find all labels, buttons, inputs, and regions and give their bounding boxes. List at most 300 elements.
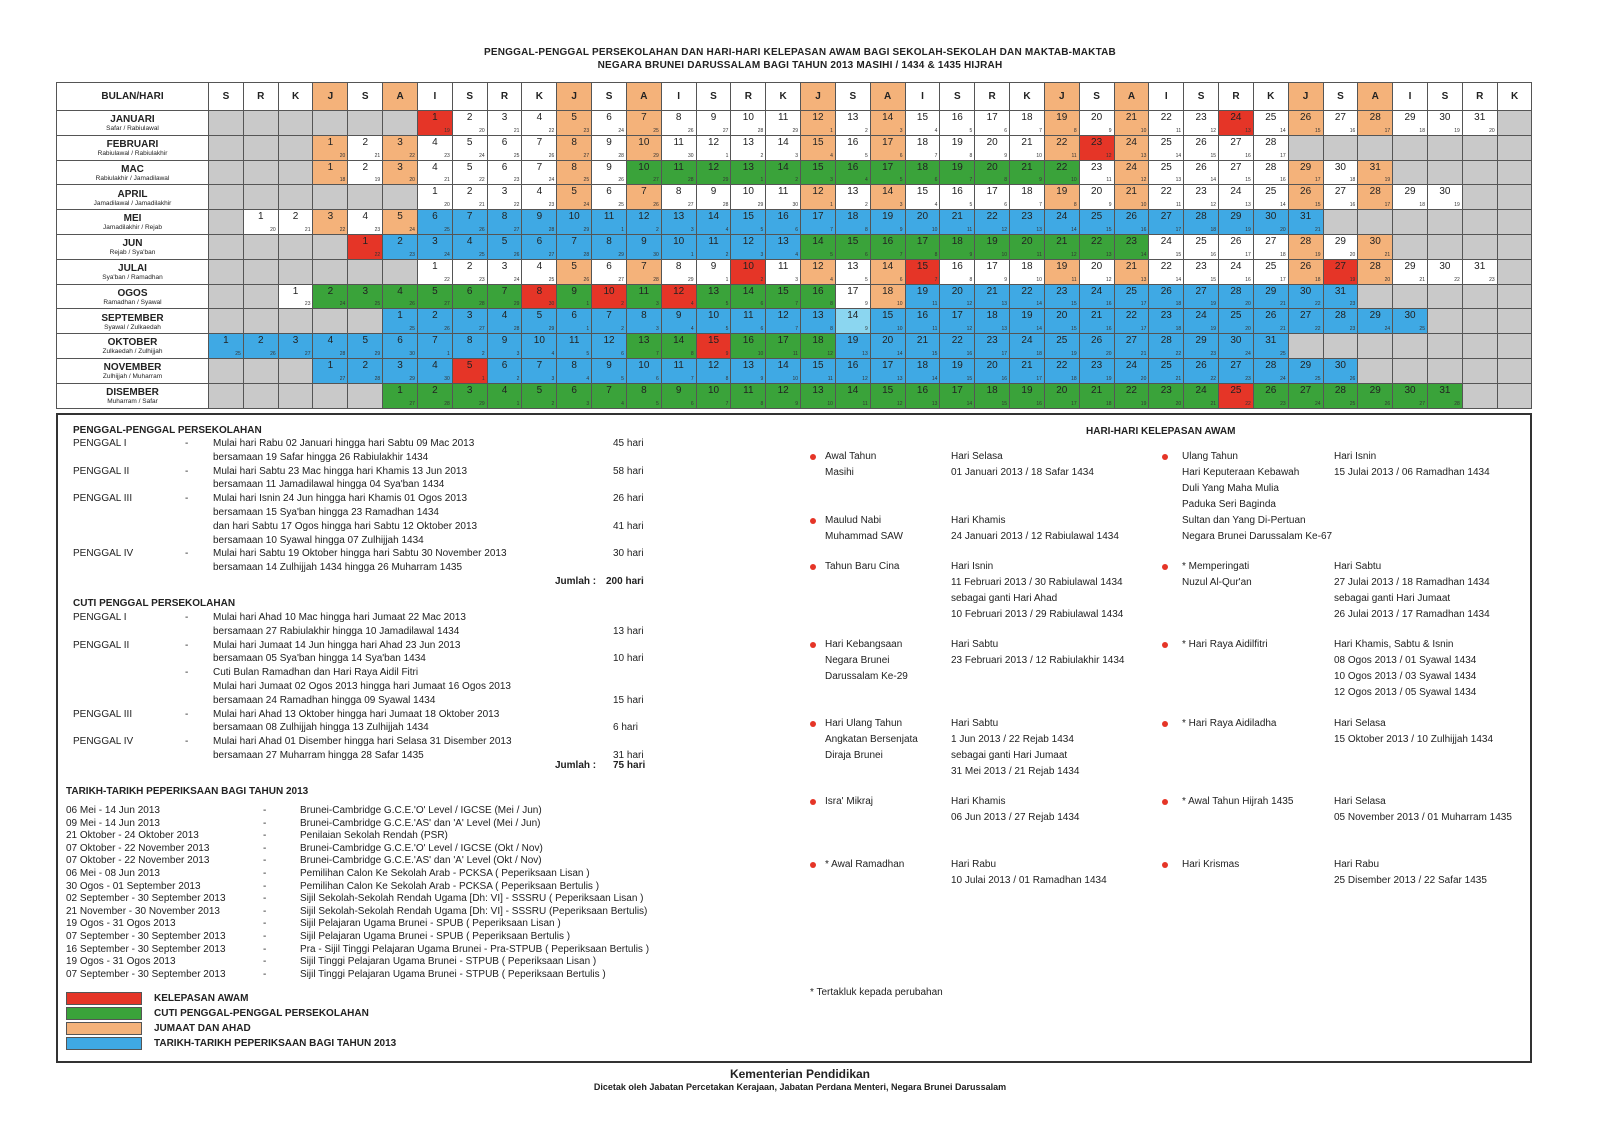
day-cell [1427,111,1462,136]
hijri-date: 21 [1384,251,1391,258]
day-cell [209,334,244,359]
empty-cell [1497,234,1532,259]
hijri-date: 24 [1280,375,1286,382]
legend-swatch [66,1037,142,1050]
holiday-info: Hari Sabtu [951,639,999,650]
day-cell [661,309,696,334]
holiday-name: Angkatan Bersenjata [825,734,918,745]
day-cell [557,210,592,235]
day-number: 8 [606,235,612,247]
exam-name: Brunei-Cambridge G.C.E.'O' Level / IGCSE (Okt / Nov) [300,842,543,854]
day-number: 28 [1265,161,1277,173]
day-number: 10 [673,235,685,247]
day-number: 1 [257,211,264,223]
hijri-date: 8 [934,251,938,258]
day-number: 2 [466,260,473,272]
day-cell [487,259,522,284]
empty-cell [1393,334,1428,359]
day-cell [557,284,592,309]
hijri-date: 12 [862,375,868,382]
day-cell [835,358,870,383]
day-header: K [1010,83,1045,111]
day-number: 27 [1334,260,1346,272]
break-text: bersamaan 27 Muharram hingga 28 Safar 1435 [213,750,424,761]
break-text: Mulai hari Ahad 10 Mac hingga hari Jumaat 22 Mac 2013 [213,612,466,623]
month-hijri: Rejab / Sya'ban [109,249,156,257]
day-cell [1149,234,1184,259]
day-number: 18 [916,359,929,371]
empty-cell [209,111,244,136]
empty-cell [209,259,244,284]
day-cell [348,334,383,359]
day-header: R [975,83,1010,111]
day-number: 4 [432,161,438,173]
day-cell [1044,160,1079,185]
day-cell [1149,309,1184,334]
day-number: 3 [397,161,403,173]
hijri-date: 9 [1108,202,1112,209]
day-number: 8 [466,335,473,347]
holidays-heading: HARI-HARI KELEPASAN AWAM [1086,426,1236,437]
hijri-date: 8 [760,400,764,407]
hijri-date: 8 [864,226,868,233]
day-cell [1079,234,1114,259]
exam-name: Brunei-Cambridge G.C.E.'AS' dan 'A' Level (Okt / Nov) [300,855,542,867]
empty-cell [1323,135,1358,160]
day-number: 13 [847,112,859,123]
month-hijri: Ramadhan / Syawal [103,298,162,306]
hijri-date: 23 [374,226,381,233]
day-number: 24 [1230,186,1242,198]
month-name: MAC [121,163,144,175]
day-number: 27 [1230,136,1242,148]
hijri-date: 2 [621,301,624,308]
day-number: 5 [571,186,577,198]
day-number: 9 [710,260,717,272]
empty-cell [383,259,418,284]
hijri-date: 19 [1384,177,1391,184]
day-number: 8 [571,161,577,173]
day-cell [975,185,1010,210]
title-line-2: NEGARA BRUNEI DARUSSALAM BAGI TAHUN 2013 MASIHI / 1434 & 1435 HIJRAH [597,60,1003,71]
school-terms-heading: PENGGAL-PENGGAL PERSEKOLAHAN [73,425,262,436]
hijri-date: 29 [583,226,590,233]
day-cell [626,160,661,185]
day-cell [1114,358,1149,383]
hijri-date: 29 [548,326,555,333]
month-row [57,358,1532,383]
day-header: I [1149,83,1184,111]
term-days: 30 hari [613,548,644,560]
day-number: 19 [1056,112,1068,123]
day-header: R [243,83,278,111]
day-number: 21 [1125,112,1137,123]
day-cell [383,284,418,309]
footer-printer: Dicetak oleh Jabatan Percetakan Kerajaan, Jabatan Perdana Menteri, Negara Brunei Darussalam [593,1082,1007,1092]
hijri-date: 26 [513,251,520,258]
month-hijri: Zulhijjah / Muharram [102,373,163,381]
empty-cell [243,358,278,383]
exam-date: 07 September - 30 September 2013 [66,931,226,942]
hijri-date: 16 [1245,276,1251,283]
hijri-date: 4 [690,301,694,308]
day-cell [626,135,661,160]
hijri-date: 22 [513,202,520,209]
day-number: 5 [536,310,543,322]
day-header: J [1044,83,1079,111]
day-cell [940,309,975,334]
day-cell [1044,234,1079,259]
day-cell [348,358,383,383]
day-number: 14 [847,310,859,322]
day-number: 16 [916,310,929,322]
day-number: 16 [777,211,789,223]
day-number: 19 [1056,260,1068,272]
day-cell [417,234,452,259]
day-cell [313,358,348,383]
day-number: 10 [568,211,580,223]
hijri-date: 3 [899,127,903,134]
hijri-date: 30 [792,202,799,209]
day-number: 26 [1195,359,1207,371]
empty-cell [243,185,278,210]
day-cell [1253,135,1288,160]
month-name: APRIL [117,188,148,200]
month-name-cell [57,284,209,309]
day-number: 4 [432,136,438,148]
day-number: 28 [1334,384,1346,396]
day-number: 18 [1021,112,1033,123]
day-number: 7 [641,186,647,198]
day-number: 16 [742,335,754,347]
day-cell [835,383,870,408]
day-cell [1323,160,1358,185]
hijri-date: 18 [1419,202,1425,209]
day-number: 26 [1091,335,1103,347]
hijri-date: 27 [409,400,415,407]
day-cell [731,284,766,309]
day-number: 20 [1091,112,1103,123]
day-cell [487,309,522,334]
hijri-date: 8 [969,276,973,283]
holiday-name: Negara Brunei Darussalam Ke-67 [1182,531,1333,542]
day-number: 30 [1439,260,1451,272]
hijri-date: 21 [1280,326,1286,333]
hijri-date: 6 [760,326,764,333]
holiday-name: Hari Ulang Tahun [825,718,903,729]
day-header: S [1184,83,1219,111]
hijri-date: 24 [1245,350,1251,357]
day-number: 13 [707,285,720,297]
hijri-date: 14 [1210,177,1217,184]
day-cell [870,234,905,259]
day-cell [696,334,731,359]
day-cell [1288,210,1323,235]
day-number: 11 [673,161,684,173]
day-cell [661,111,696,136]
term-days: 41 hari [613,520,644,532]
exam-name: Brunei-Cambridge G.C.E.'AS' dan 'A' Level (Mei / Jun) [300,817,541,829]
day-number: 12 [777,384,789,396]
hijri-date: 7 [934,152,938,159]
day-number: 11 [673,136,684,148]
day-cell [1010,210,1045,235]
legend-swatch [66,992,142,1005]
hijri-date: 28 [653,276,659,283]
term-text: Mulai hari Rabu 02 Januari hingga hari Sabtu 09 Mac 2013 [213,438,475,449]
day-number: 6 [571,310,577,322]
day-number: 5 [432,285,438,297]
day-number: 4 [501,310,508,322]
day-number: 16 [847,161,859,173]
exam-name: Pemilihan Calon Ke Sekolah Arab - PCKSA ( Peperiksaan Lisan ) [300,868,590,879]
calendar-header-row [57,83,1532,111]
hijri-date: 23 [409,251,415,258]
hijri-date: 13 [897,375,903,382]
hijri-date: 2 [655,226,659,233]
day-number: 13 [742,136,754,148]
hijri-date: 6 [1004,202,1008,209]
hijri-date: 26 [618,177,624,184]
day-cell [1253,383,1288,408]
day-number: 29 [1404,260,1416,272]
day-number: 16 [882,235,894,247]
hijri-date: 17 [1245,251,1251,258]
hijri-date: 23 [1489,276,1495,283]
day-header: A [870,83,905,111]
day-cell [1149,284,1184,309]
day-cell [1114,234,1149,259]
empty-cell [278,383,313,408]
day-cell [1010,160,1045,185]
day-number: 30 [1404,310,1416,322]
day-cell [557,185,592,210]
term-label: PENGGAL III [73,493,133,505]
day-cell [383,135,418,160]
hijri-date: 9 [760,375,764,382]
day-cell [1044,135,1079,160]
hijri-date: 19 [1454,127,1460,134]
day-cell [1219,210,1254,235]
day-cell [696,358,731,383]
day-number: 5 [466,161,473,173]
day-number: 6 [397,335,403,347]
day-number: 30 [1334,161,1346,173]
day-number: 25 [1160,136,1172,148]
hijri-date: 6 [690,400,694,407]
day-number: 31 [1474,260,1486,272]
holiday-name: Hari Kebangsaan [825,639,903,650]
day-number: 16 [951,260,963,272]
day-number: 28 [1195,211,1207,223]
hijri-date: 20 [1489,127,1495,134]
hijri-date: 28 [757,127,764,134]
empty-cell [243,135,278,160]
day-cell [522,358,557,383]
day-number: 24 [1021,335,1033,347]
day-cell [661,259,696,284]
day-cell [417,284,452,309]
empty-cell [1462,334,1497,359]
holiday-name: Hari Krismas [1182,859,1240,870]
hijri-date: 28 [722,202,729,209]
month-name: MEI [123,213,142,225]
day-number: 9 [536,211,543,223]
day-number: 7 [432,335,438,347]
hijri-date: 12 [1140,177,1147,184]
empty-cell [1462,160,1497,185]
exam-name: Pra - Sijil Tinggi Pelajaran Ugama Brunei - Pra-STPUB ( Peperiksaan Bertulis ) [300,943,650,955]
calendar-table [56,82,1532,409]
day-number: 27 [1334,186,1346,198]
hijri-date: 13 [1175,177,1182,184]
day-number: 25 [1160,359,1172,371]
hijri-date: 7 [969,177,973,184]
hijri-date: 10 [1036,276,1042,283]
day-number: 24 [1160,235,1172,247]
empty-cell [1462,383,1497,408]
day-cell [1114,309,1149,334]
day-number: 16 [916,384,929,396]
hijri-date: 4 [864,177,868,184]
empty-cell [1393,234,1428,259]
day-header: S [940,83,975,111]
term-text: bersamaan 19 Safar hingga 26 Rabiulakhir 1434 [213,451,429,463]
holiday-name: * Awal Tahun Hijrah 1435 [1182,796,1294,807]
day-number: 22 [1160,260,1172,272]
day-header: S [348,83,383,111]
day-number: 15 [777,285,789,297]
hijri-date: 3 [760,251,764,258]
hijri-date: 14 [1280,127,1286,134]
hijri-date: 2 [551,400,555,407]
day-cell [1079,284,1114,309]
exam-date: 30 Ogos - 01 September 2013 [66,880,201,892]
holiday-bullet-icon [810,862,816,868]
day-number: 11 [777,186,789,198]
day-header: K [1253,83,1288,111]
hijri-date: 12 [1105,276,1112,283]
hijri-date: 29 [618,251,624,258]
day-number: 18 [916,161,929,173]
day-number: 11 [708,235,719,247]
hijri-date: 27 [653,177,659,184]
day-cell [870,135,905,160]
day-cell [940,234,975,259]
exam-name: Sijil Tinggi Pelajaran Ugama Brunei - STPUB ( Peperiksaan Lisan ) [300,956,597,968]
day-number: 5 [571,260,577,272]
day-number: 5 [501,235,508,247]
hijri-date: 18 [339,177,346,184]
day-cell [766,234,801,259]
empty-cell [1497,111,1532,136]
day-header: S [1427,83,1462,111]
hijri-date: 10 [1071,177,1077,184]
holiday-info: 11 Februari 2013 / 30 Rabiulawal 1434 [951,577,1123,588]
term-days: 58 hari [613,465,644,477]
holiday-info: 25 Disember 2013 / 22 Safar 1435 [1334,875,1487,886]
day-header: R [1219,83,1254,111]
day-number: 26 [1265,384,1277,396]
day-cell [1149,358,1184,383]
hijri-date: 22 [339,226,346,233]
day-header: J [313,83,348,111]
hijri-date: 2 [760,152,764,159]
holiday-name: Darussalam Ke-29 [825,671,908,682]
hijri-date: 16 [1245,152,1251,159]
day-number: 9 [710,112,717,123]
day-cell [696,210,731,235]
hijri-date: 14 [1036,326,1042,333]
empty-cell [209,309,244,334]
holiday-name: Negara Brunei [825,655,890,666]
legend-label: JUMAAT DAN AHAD [154,1023,251,1034]
day-cell [940,111,975,136]
day-cell [1114,160,1149,185]
day-number: 6 [501,136,508,148]
month-row [57,234,1532,259]
hijri-date: 4 [795,251,799,258]
day-number: 27 [1334,112,1346,123]
hijri-date: 12 [1105,152,1112,159]
hijri-date: 9 [1039,177,1042,184]
holiday-info: Hari Rabu [1334,859,1380,870]
day-cell [870,383,905,408]
day-cell [696,135,731,160]
empty-cell [1497,334,1532,359]
day-number: 19 [951,161,963,173]
hijri-date: 11 [1071,152,1077,159]
empty-cell [243,234,278,259]
hijri-date: 27 [513,226,520,233]
holiday-name: Duli Yang Maha Mulia [1182,483,1279,494]
day-number: 7 [536,359,543,371]
day-cell [383,160,418,185]
hijri-date: 29 [722,177,729,184]
term-text: Mulai hari Sabtu 23 Mac hingga hari Khamis 13 Jun 2013 [213,465,468,477]
day-number: 24 [1125,136,1137,148]
day-cell [1184,185,1219,210]
empty-cell [383,111,418,136]
day-cell [835,160,870,185]
day-cell [696,259,731,284]
day-number: 20 [916,211,929,223]
hijri-date: 17 [1140,326,1147,333]
day-cell [313,284,348,309]
hijri-date: 20 [409,177,415,184]
exam-date: 07 September - 30 September 2013 [66,968,226,980]
day-cell [905,259,940,284]
day-cell [801,210,836,235]
empty-cell [278,358,313,383]
day-cell [766,185,801,210]
day-number: 6 [606,260,612,272]
hijri-date: 28 [374,375,381,382]
day-number: 30 [1404,384,1416,396]
empty-cell [1323,210,1358,235]
hijri-date: 24 [1384,326,1391,333]
hijri-date: 16 [966,350,973,357]
empty-cell [1358,358,1393,383]
day-cell [1149,210,1184,235]
exam-date: 06 Mei - 14 Jun 2013 [66,805,160,816]
hijri-date: 12 [966,301,973,308]
day-number: 9 [606,359,612,371]
day-cell [870,185,905,210]
empty-cell [1427,284,1462,309]
day-cell [905,358,940,383]
break-days: 13 hari [613,625,644,637]
